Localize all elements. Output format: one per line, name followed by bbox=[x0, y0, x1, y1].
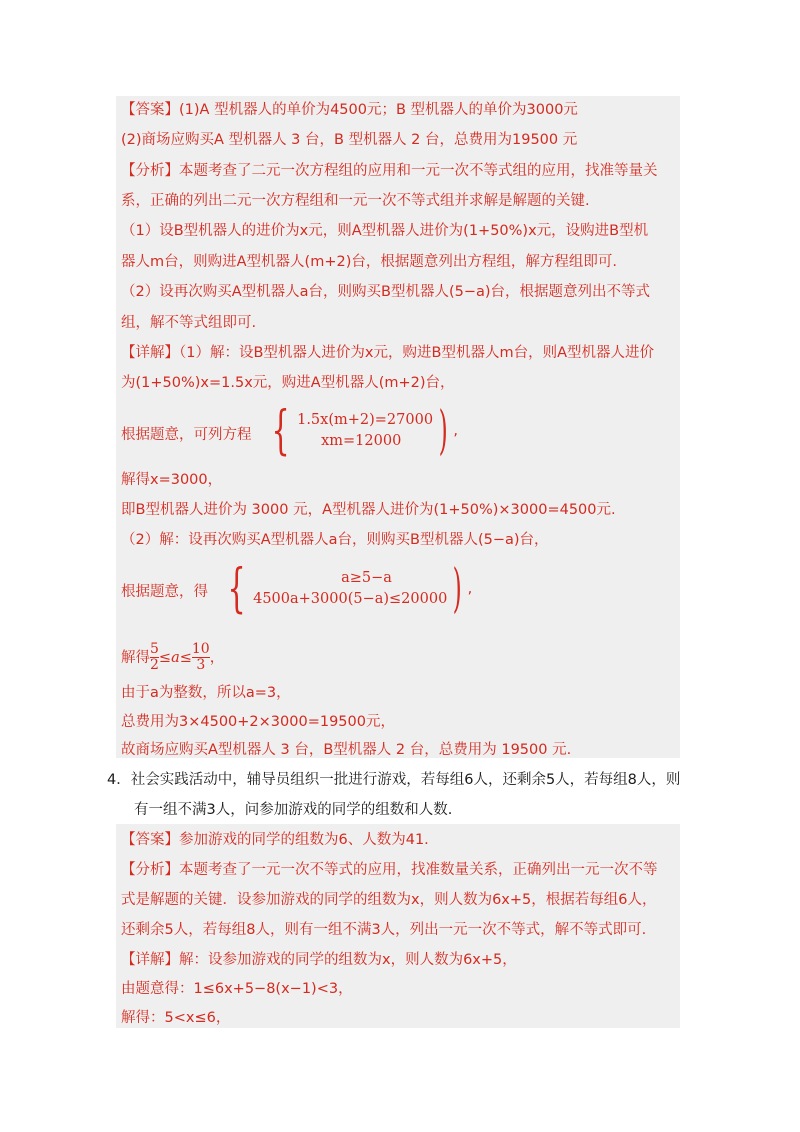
inequality-middle: ≤a≤ bbox=[158, 649, 192, 666]
q3-detail-line-11: 故商场应购买A型机器人 3 台，B型机器人 2 台，总费用为 19500 元. bbox=[121, 742, 572, 758]
q3-analysis-line-1: 【分析】本题考查了二元一次方程组的应用和一元一次不等式组的应用，找准等量关 bbox=[121, 163, 658, 179]
system1-row-2: xm=12000 bbox=[321, 433, 402, 449]
q3-detail-line-10: 总费用为3×4500+2×3000=19500元， bbox=[121, 714, 395, 730]
q4-question-line-1: 4．社会实践活动中，辅导员组织一批进行游戏，若每组6人，还剩余5人，若每组8人，则 bbox=[107, 772, 681, 788]
q4-answer: 【答案】参加游戏的同学的组数为6、人数为41. bbox=[121, 832, 429, 848]
q3-detail-system-prefix: 根据题意，可列方程 bbox=[121, 427, 252, 443]
q3-detail-line-5: 即B型机器人进价为 3000 元，A型机器人进价为(1+50%)×3000=4500元. bbox=[121, 502, 616, 518]
q3-detail-line-4: 解得x=3000， bbox=[121, 472, 223, 488]
q4-question-line-2: 有一组不满3人，问参加游戏的同学的组数和人数. bbox=[134, 802, 453, 818]
right-paren: ) bbox=[438, 401, 448, 461]
right-paren: ) bbox=[452, 559, 463, 619]
fraction-numerator: 5 bbox=[150, 641, 159, 657]
q3-detail-solution-range: 解得 $\frac{5}{2}$ ≤a≤ $\frac{10}{3}$ ， bbox=[121, 641, 225, 673]
q3-equation-system: { 1.5x(m+2)=27000 xm=12000 ) , bbox=[271, 401, 458, 461]
system2-row-2: 4500a+3000(5−a)≤20000 bbox=[253, 591, 448, 607]
q3-analysis-line-5: （2）设再次购买A型机器人a台，则购买B型机器人(5−a)台，根据题意列出不等式 bbox=[121, 284, 651, 300]
left-brace: { bbox=[271, 401, 290, 461]
q4-detail-line-1: 【详解】解：设参加游戏的同学的组数为x，则人数为6x+5， bbox=[121, 952, 517, 968]
q3-detail-line-2: 为(1+50%)x=1.5x元，购进A型机器人(m+2)台， bbox=[121, 375, 455, 391]
solution-prefix: 解得 bbox=[121, 649, 150, 666]
q3-detail-line-9: 由于a为整数，所以a=3， bbox=[121, 685, 291, 701]
q3-answer-line-2: (2)商场应购买A 型机器人 3 台，B 型机器人 2 台，总费用为19500 元 bbox=[121, 132, 578, 148]
q4-detail-line-3: 解得：5<x≤6， bbox=[121, 1010, 231, 1026]
q4-analysis-line-2: 式是解题的关键．设参加游戏的同学的组数为x，则人数为6x+5，根据若每组6人， bbox=[121, 892, 657, 908]
q3-detail-line-1: 【详解】（1）解：设B型机器人进价为x元，购进B型机器人m台，则A型机器人进价 bbox=[121, 345, 654, 361]
fraction-ten-thirds bbox=[192, 642, 210, 673]
q3-answer-line-1: 【答案】(1)A 型机器人的单价为4500元；B 型机器人的单价为3000元 bbox=[121, 102, 578, 118]
fraction-denominator: 2 bbox=[150, 657, 159, 673]
q3-analysis-line-4: 器人m台，则购进A型机器人(m+2)台，根据题意列出方程组，解方程组即可. bbox=[121, 254, 617, 270]
fraction-denominator: 3 bbox=[196, 657, 206, 673]
system1-row-1: 1.5x(m+2)=27000 bbox=[297, 412, 434, 428]
q3-analysis-line-6: 组，解不等式组即可. bbox=[121, 315, 257, 331]
left-brace: { bbox=[227, 559, 246, 619]
q4-detail-line-2: 由题意得：1≤6x+5−8(x−1)<3， bbox=[121, 981, 353, 997]
q4-analysis-line-1: 【分析】本题考查了一元一次不等式的应用，找准数量关系，正确列出一元一次不等 bbox=[121, 862, 658, 878]
q3-detail-line-6: （2）解：设再次购买A型机器人a台，则购买B型机器人(5−a)台， bbox=[121, 532, 549, 548]
q3-inequality-system-prefix: 根据题意，得 bbox=[121, 584, 208, 600]
q3-analysis-line-2: 系，正确的列出二元一次方程组和一元一次不等式组并求解是解题的关键. bbox=[121, 193, 590, 209]
system2-row-1: a≥5−a bbox=[341, 570, 392, 586]
fraction-numerator: 10 bbox=[191, 641, 210, 657]
q3-analysis-line-3: （1）设B型机器人的进价为x元，则A型机器人进价为(1+50%)x元，设购进B型机 bbox=[121, 223, 649, 239]
fraction-five-halves bbox=[150, 642, 159, 673]
q3-inequality-system: { a≥5−a 4500a+3000(5−a)≤20000 ) , bbox=[227, 559, 473, 619]
q4-analysis-line-3: 还剩余5人，若每组8人，则有一组不满3人，列出一元一次不等式，解不等式即可. bbox=[121, 922, 647, 938]
